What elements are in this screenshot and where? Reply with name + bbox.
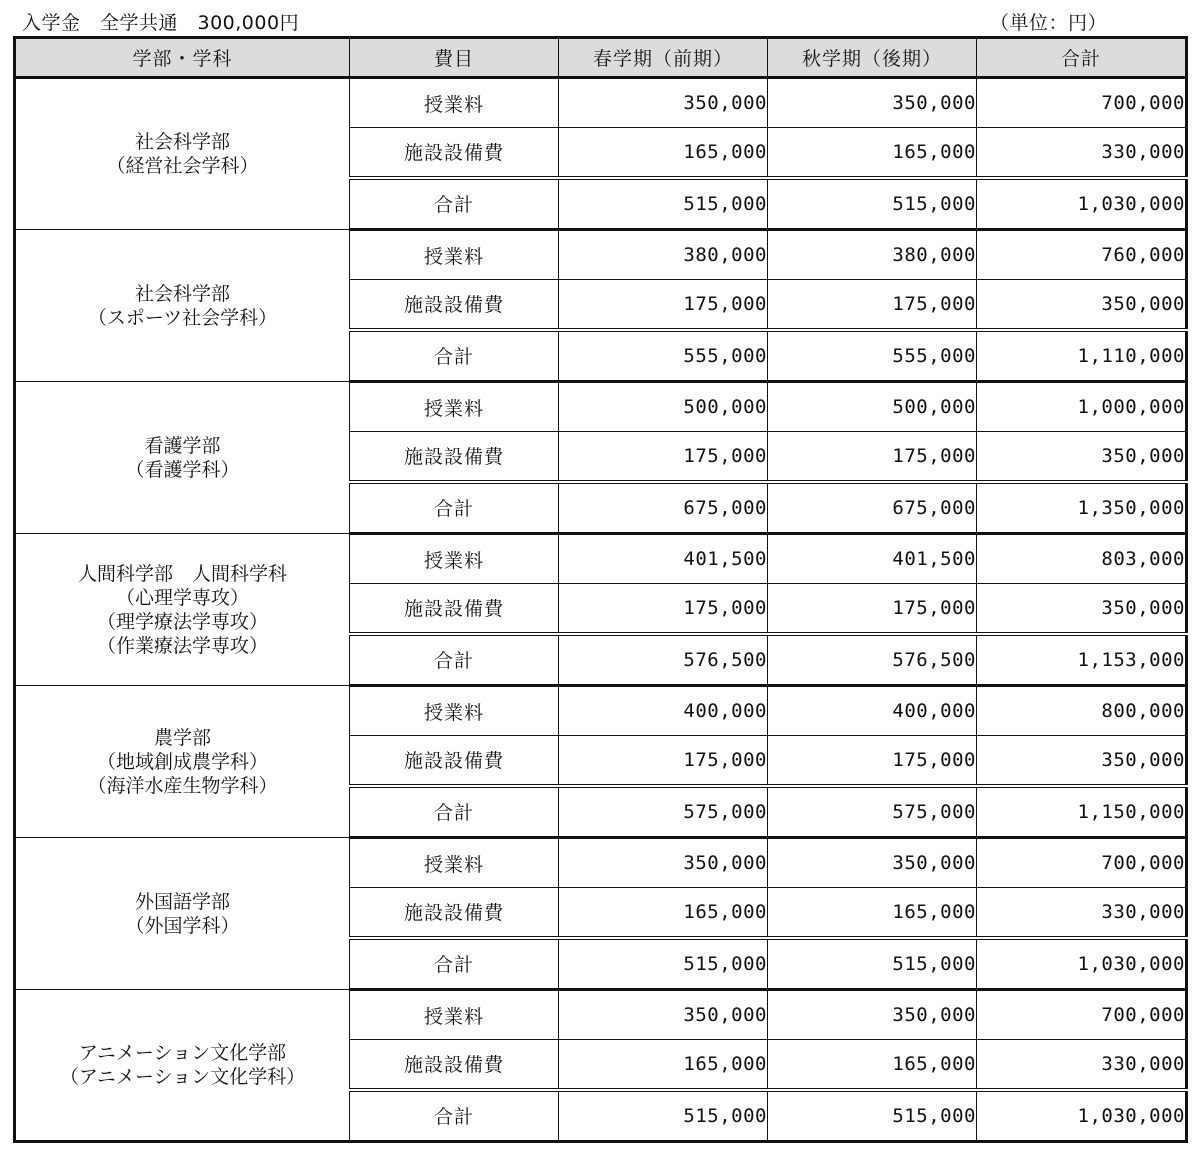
total-amount: 800,000 xyxy=(977,686,1187,736)
tuition-fee-table xyxy=(13,36,1188,1143)
autumn-amount: 175,000 xyxy=(768,432,977,482)
total-amount: 350,000 xyxy=(977,280,1187,330)
fee-item: 施設設備費 xyxy=(350,1040,559,1090)
spring-amount: 675,000 xyxy=(559,482,768,534)
spring-amount: 555,000 xyxy=(559,330,768,382)
autumn-amount: 515,000 xyxy=(768,178,977,230)
autumn-amount: 400,000 xyxy=(768,686,977,736)
fee-item: 合計 xyxy=(350,938,559,990)
fee-item: 授業料 xyxy=(350,838,559,888)
spring-amount: 380,000 xyxy=(559,230,768,280)
spring-amount: 165,000 xyxy=(559,1040,768,1090)
fee-item: 合計 xyxy=(350,786,559,838)
total-amount: 1,000,000 xyxy=(977,382,1187,432)
fee-item: 施設設備費 xyxy=(350,432,559,482)
autumn-amount: 575,000 xyxy=(768,786,977,838)
autumn-amount: 165,000 xyxy=(768,888,977,938)
table-row xyxy=(15,838,1187,888)
spring-amount: 515,000 xyxy=(559,178,768,230)
total-amount: 330,000 xyxy=(977,1040,1187,1090)
fee-item: 施設設備費 xyxy=(350,888,559,938)
total-amount: 1,153,000 xyxy=(977,634,1187,686)
spring-amount: 175,000 xyxy=(559,432,768,482)
total-amount: 700,000 xyxy=(977,838,1187,888)
autumn-amount: 515,000 xyxy=(768,938,977,990)
fee-item: 施設設備費 xyxy=(350,584,559,634)
spring-amount: 515,000 xyxy=(559,938,768,990)
autumn-amount: 401,500 xyxy=(768,534,977,584)
spring-amount: 350,000 xyxy=(559,838,768,888)
autumn-amount: 175,000 xyxy=(768,584,977,634)
total-amount: 700,000 xyxy=(977,78,1187,128)
total-amount: 1,030,000 xyxy=(977,1090,1187,1142)
spring-amount: 500,000 xyxy=(559,382,768,432)
table-row xyxy=(15,230,1187,280)
fee-item: 合計 xyxy=(350,330,559,382)
table-body xyxy=(15,78,1187,1142)
table-row xyxy=(15,382,1187,432)
spring-amount: 165,000 xyxy=(559,888,768,938)
column-header-autumn: 秋学期（後期） xyxy=(768,38,977,78)
autumn-amount: 165,000 xyxy=(768,128,977,178)
autumn-amount: 675,000 xyxy=(768,482,977,534)
total-amount: 760,000 xyxy=(977,230,1187,280)
table-header-row xyxy=(15,38,1187,78)
autumn-amount: 576,500 xyxy=(768,634,977,686)
fee-item: 授業料 xyxy=(350,534,559,584)
unit-note: （単位：円） xyxy=(990,12,1108,34)
spring-amount: 175,000 xyxy=(559,736,768,786)
total-amount: 1,110,000 xyxy=(977,330,1187,382)
autumn-amount: 165,000 xyxy=(768,1040,977,1090)
admission-fee-note: 入学金 全学共通 300,000円 xyxy=(22,12,300,34)
fee-item: 施設設備費 xyxy=(350,128,559,178)
column-header-department: 学部・学科 xyxy=(15,38,350,78)
spring-amount: 575,000 xyxy=(559,786,768,838)
fee-item: 合計 xyxy=(350,178,559,230)
spring-amount: 350,000 xyxy=(559,78,768,128)
spring-amount: 350,000 xyxy=(559,990,768,1040)
column-header-item: 費目 xyxy=(350,38,559,78)
total-amount: 350,000 xyxy=(977,584,1187,634)
fee-item: 合計 xyxy=(350,1090,559,1142)
total-amount: 1,150,000 xyxy=(977,786,1187,838)
spring-amount: 175,000 xyxy=(559,584,768,634)
spring-amount: 515,000 xyxy=(559,1090,768,1142)
fee-item: 授業料 xyxy=(350,230,559,280)
total-amount: 350,000 xyxy=(977,736,1187,786)
spring-amount: 400,000 xyxy=(559,686,768,736)
total-amount: 330,000 xyxy=(977,128,1187,178)
spring-amount: 175,000 xyxy=(559,280,768,330)
total-amount: 330,000 xyxy=(977,888,1187,938)
department-name: 社会科学部 （経営社会学科） xyxy=(15,78,350,230)
table-row xyxy=(15,78,1187,128)
autumn-amount: 515,000 xyxy=(768,1090,977,1142)
autumn-amount: 350,000 xyxy=(768,838,977,888)
autumn-amount: 175,000 xyxy=(768,736,977,786)
spring-amount: 576,500 xyxy=(559,634,768,686)
autumn-amount: 500,000 xyxy=(768,382,977,432)
table-row xyxy=(15,686,1187,736)
fee-item: 授業料 xyxy=(350,382,559,432)
autumn-amount: 350,000 xyxy=(768,990,977,1040)
total-amount: 1,030,000 xyxy=(977,938,1187,990)
department-name: 人間科学部 人間科学科 （心理学専攻） （理学療法学専攻） （作業療法学専攻） xyxy=(15,534,350,686)
column-header-spring: 春学期（前期） xyxy=(559,38,768,78)
fee-item: 授業料 xyxy=(350,686,559,736)
department-name: 農学部 （地域創成農学科） （海洋水産生物学科） xyxy=(15,686,350,838)
total-amount: 803,000 xyxy=(977,534,1187,584)
fee-item: 授業料 xyxy=(350,990,559,1040)
table-row xyxy=(15,990,1187,1040)
total-amount: 1,030,000 xyxy=(977,178,1187,230)
department-name: アニメーション文化学部 （アニメーション文化学科） xyxy=(15,990,350,1142)
department-name: 外国語学部 （外国学科） xyxy=(15,838,350,990)
fee-item: 施設設備費 xyxy=(350,280,559,330)
department-name: 看護学部 （看護学科） xyxy=(15,382,350,534)
spring-amount: 165,000 xyxy=(559,128,768,178)
autumn-amount: 380,000 xyxy=(768,230,977,280)
fee-item: 授業料 xyxy=(350,78,559,128)
spring-amount: 401,500 xyxy=(559,534,768,584)
total-amount: 350,000 xyxy=(977,432,1187,482)
total-amount: 700,000 xyxy=(977,990,1187,1040)
fee-item: 施設設備費 xyxy=(350,736,559,786)
autumn-amount: 350,000 xyxy=(768,78,977,128)
autumn-amount: 175,000 xyxy=(768,280,977,330)
column-header-total: 合計 xyxy=(977,38,1187,78)
fee-item: 合計 xyxy=(350,634,559,686)
table-row xyxy=(15,534,1187,584)
autumn-amount: 555,000 xyxy=(768,330,977,382)
fee-item: 合計 xyxy=(350,482,559,534)
department-name: 社会科学部 （スポーツ社会学科） xyxy=(15,230,350,382)
total-amount: 1,350,000 xyxy=(977,482,1187,534)
